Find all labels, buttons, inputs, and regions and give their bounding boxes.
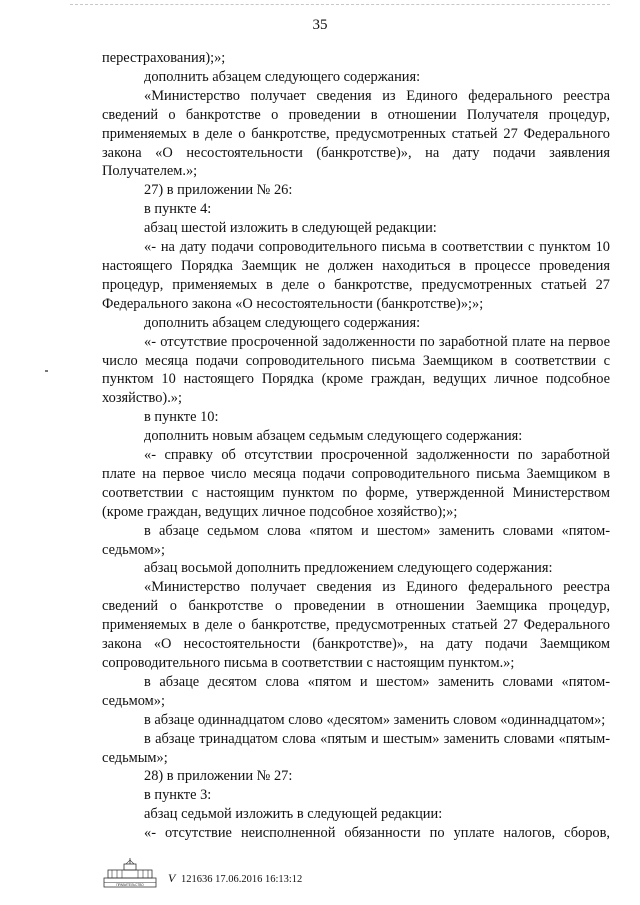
- paragraph: «Министерство получает сведения из Единого федерального реестра сведений о банкротстве о проведении в отношении Получателя процедур, применяемых в деле о банкротстве, предусмотренных статьей 27 Федерального закона «О несостоятельности (банкротстве)», на дату подачи заявления Получателем.»;: [102, 87, 610, 180]
- paragraph: дополнить новым абзацем седьмым следующего содержания:: [144, 428, 523, 445]
- paragraph: в абзаце тринадцатом слова «пятым и шестым» заменить словами «пятым-седьмым»;: [102, 730, 610, 766]
- paragraph: в абзаце седьмом слова «пятом и шестом» заменить словами «пятом-седьмом»;: [102, 522, 610, 558]
- paragraph: абзац седьмой изложить в следующей редакции:: [144, 806, 443, 823]
- paragraph: в абзаце одиннадцатом слово «десятом» заменить словом «одиннадцатом»;: [144, 711, 606, 728]
- doc-time: 16:13:12: [264, 874, 303, 885]
- logo-caption: ПРАВИТЕЛЬСТВО: [116, 883, 144, 887]
- doc-number: 121636: [180, 874, 213, 885]
- document-body: [102, 49, 610, 843]
- paragraph: абзац восьмой дополнить предложением следующего содержания:: [144, 560, 553, 577]
- paragraph: «Министерство получает сведения из Единого федерального реестра сведений о банкротстве о проведении в отношении Заемщика процедур, применяемых в деле о банкротстве, предусмотренных статьей 27 Федерального закона «О несостоятельности (банкротстве)», на дату подачи Заемщиком сопроводительного письма в соответствии с настоящим пунктом.»;: [102, 579, 610, 671]
- paragraph: перестрахования);»;: [102, 50, 226, 66]
- document-stamp: [168, 871, 302, 886]
- paragraph: дополнить абзацем следующего содержания:: [144, 68, 421, 85]
- footer: [102, 857, 522, 889]
- paragraph: в пункте 4:: [144, 201, 212, 218]
- government-building-logo: [102, 857, 158, 889]
- paragraph: в пункте 3:: [144, 787, 212, 804]
- paragraph: «- отсутствие просроченной задолженности по заработной плате на первое число месяца подачи сопроводительного письма Заемщиком в соответствии с пунктом 10 настоящего Порядка (кроме граждан, ведущих личное подсобное хозяйство).»;: [102, 333, 610, 407]
- paragraph: дополнить абзацем следующего содержания:: [144, 314, 421, 331]
- paragraph: абзац шестой изложить в следующей редакции:: [144, 220, 437, 237]
- doc-date: 17.06.2016: [215, 874, 263, 885]
- paragraph: 28) в приложении № 27:: [144, 768, 293, 785]
- paragraph: «- отсутствие неисполненной обязанности по уплате налогов, сборов,: [144, 825, 610, 842]
- paragraph: в пункте 10:: [144, 409, 219, 426]
- paragraph: «- на дату подачи сопроводительного письма в соответствии с пунктом 10 настоящего Порядка Заемщик не должен находиться в процессе проведения процедур, применяемых в деле о банкротстве, предусмотренных статьей 27 Федерального закона «О несостоятельности (банкротстве)»;»;: [102, 239, 610, 312]
- scan-top-border: [70, 4, 610, 6]
- scan-mark: [45, 370, 48, 372]
- verification-mark: V: [168, 871, 176, 885]
- page-number: 35: [312, 17, 328, 33]
- paragraph: 27) в приложении № 26:: [144, 182, 293, 199]
- paragraph: «- справку об отсутствии просроченной задолженности по заработной плате на первое число месяца подачи сопроводительного письма Заемщиком в соответствии с настоящим пунктом по форме, утвержденной Министерством (кроме граждан, ведущих личное подсобное хозяйство);»;: [102, 447, 610, 520]
- paragraph: в абзаце десятом слова «пятом и шестом» заменить словами «пятом-седьмом»;: [102, 673, 610, 709]
